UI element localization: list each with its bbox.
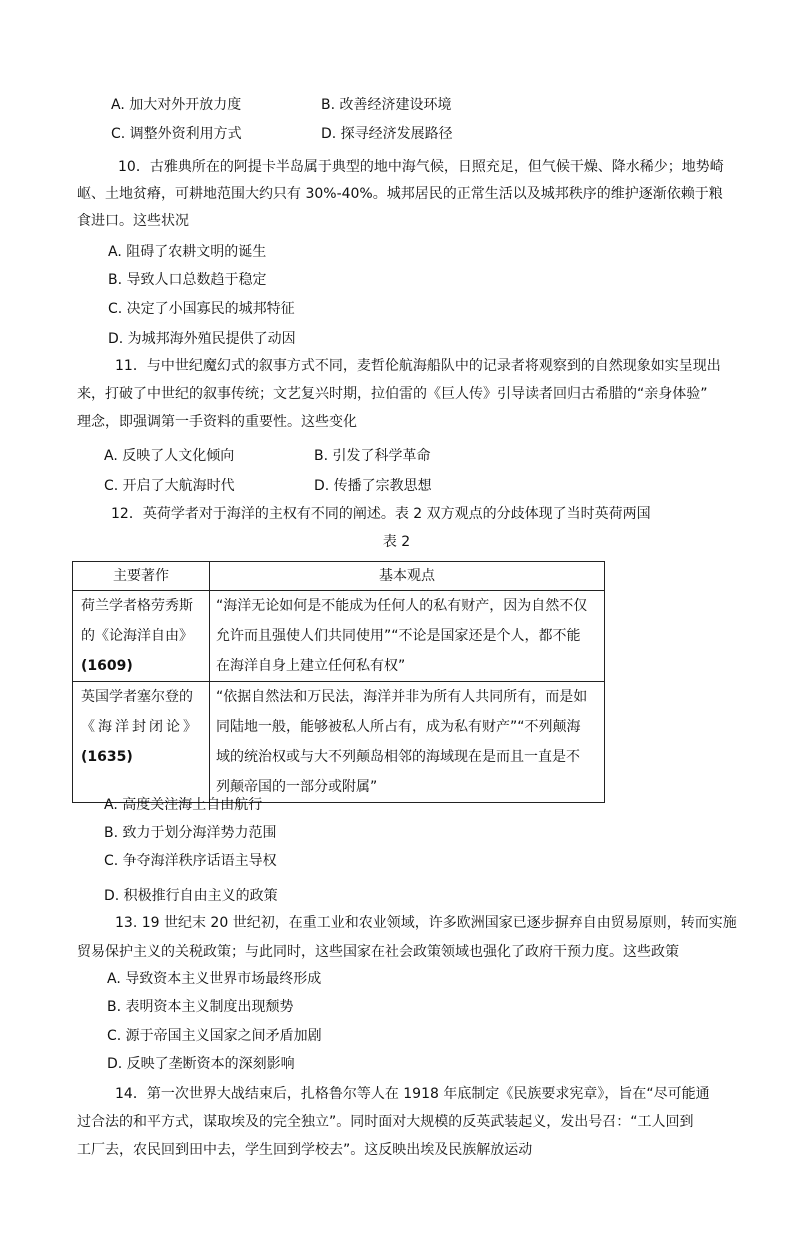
q13-option-c: C. 源于帝国主义国家之间矛盾加剧	[107, 1028, 322, 1044]
q10-stem-line2: 岖、土地贫瘠，可耕地范围大约只有 30%-40%。城邦居民的正常生活以及城邦秩序的维护逐渐依赖于粮	[77, 186, 723, 202]
work-line: 荷兰学者格劳秀斯	[81, 598, 193, 614]
view-line: 列颠帝国的一部分或附属”	[216, 779, 378, 795]
q12-option-a: A. 高度关注海上自由航行	[104, 797, 263, 813]
q11-stem-line2: 来，打破了中世纪的叙事传统；文艺复兴时期，拉伯雷的《巨人传》引导读者回归古希腊的“亲身体验”	[77, 386, 708, 402]
q9-option-d: D. 探寻经济发展路径	[321, 126, 453, 142]
q13-option-b: B. 表明资本主义制度出现颓势	[107, 999, 294, 1015]
q13-stem-line2: 贸易保护主义的关税政策；与此同时，这些国家在社会政策领域也强化了政府干预力度。这些政策	[77, 944, 679, 960]
work-line: 英国学者塞尔登的	[81, 689, 193, 705]
work-year: (1609)	[81, 658, 133, 674]
view-line: 在海洋自身上建立任何私有权”	[216, 658, 406, 674]
viewpoints-table	[72, 561, 605, 803]
q11-option-a: A. 反映了人文化倾向	[104, 448, 235, 464]
q9-option-c: C. 调整外资利用方式	[111, 126, 242, 142]
table-header-row	[73, 562, 605, 591]
q11-stem-line3: 理念，即强调第一手资料的重要性。这些变化	[77, 414, 357, 430]
q10-stem-line3: 食进口。这些状况	[77, 213, 189, 229]
table-cell-work	[73, 682, 210, 803]
q12-option-c: C. 争夺海洋秩序话语主导权	[104, 853, 277, 869]
table-cell-view	[210, 591, 605, 682]
table-cell-work	[73, 591, 210, 682]
q12-option-d: D. 积极推行自由主义的政策	[104, 888, 278, 904]
q9-option-b: B. 改善经济建设环境	[321, 97, 452, 113]
q12-stem: 12．英荷学者对于海洋的主权有不同的阐述。表 2 双方观点的分歧体现了当时英荷两国	[111, 506, 651, 522]
q14-stem-line3: 工厂去，农民回到田中去，学生回到学校去”。这反映出埃及民族解放运动	[77, 1142, 533, 1158]
work-year: (1635)	[81, 749, 133, 765]
table-header-views: 基本观点	[210, 562, 605, 591]
q10-option-b: B. 导致人口总数趋于稳定	[108, 272, 267, 288]
q11-option-b: B. 引发了科学革命	[314, 448, 431, 464]
q14-stem-line2: 过合法的和平方式，谋取埃及的完全独立”。同时面对大规模的反英武装起义，发出号召：“工人回到	[77, 1114, 694, 1130]
work-line: 的《论海洋自由》	[81, 628, 193, 644]
q10-stem-line1: 10．古雅典所在的阿提卡半岛属于典型的地中海气候，日照充足，但气候干燥、降水稀少；地势崎	[118, 159, 724, 175]
q11-stem-line1: 11．与中世纪魔幻式的叙事方式不同，麦哲伦航海船队中的记录者将观察到的自然现象如实呈现出	[115, 358, 721, 374]
q10-option-d: D. 为城邦海外殖民提供了动因	[108, 331, 296, 347]
q14-stem-line1: 14．第一次世界大战结束后，扎格鲁尔等人在 1918 年底制定《民族要求宪章》，旨在“尽可能通	[115, 1086, 710, 1102]
q12-option-b: B. 致力于划分海洋势力范围	[104, 825, 277, 841]
view-line: “海洋无论如何是不能成为任何人的私有财产，因为自然不仅	[216, 598, 588, 614]
q9-option-a: A. 加大对外开放力度	[111, 97, 242, 113]
q13-option-a: A. 导致资本主义世界市场最终形成	[107, 971, 322, 987]
q10-option-a: A. 阻碍了农耕文明的诞生	[108, 244, 267, 260]
work-line: 《海洋封闭论》	[81, 719, 200, 735]
table-caption: 表 2	[382, 534, 411, 550]
q11-option-d: D. 传播了宗教思想	[314, 478, 432, 494]
q10-option-c: C. 决定了小国寡民的城邦特征	[108, 301, 295, 317]
q13-option-d: D. 反映了垄断资本的深刻影响	[107, 1056, 295, 1072]
table-row	[73, 682, 605, 803]
q13-stem-line1: 13. 19 世纪末 20 世纪初，在重工业和农业领域，许多欧洲国家已逐步摒弃自由贸易原则，转而实施	[115, 915, 737, 931]
table-row	[73, 591, 605, 682]
view-line: “依据自然法和万民法，海洋并非为所有人共同所有，而是如	[216, 689, 588, 705]
view-line: 允许而且强使人们共同使用”“不论是国家还是个人，都不能	[216, 628, 581, 644]
q11-option-c: C. 开启了大航海时代	[104, 478, 235, 494]
table-cell-view	[210, 682, 605, 803]
table-header-works: 主要著作	[73, 562, 210, 591]
view-line: 同陆地一般，能够被私人所占有，成为私有财产”“不列颠海	[216, 719, 581, 735]
view-line: 域的统治权或与大不列颠岛相邻的海域现在是而且一直是不	[216, 749, 580, 765]
